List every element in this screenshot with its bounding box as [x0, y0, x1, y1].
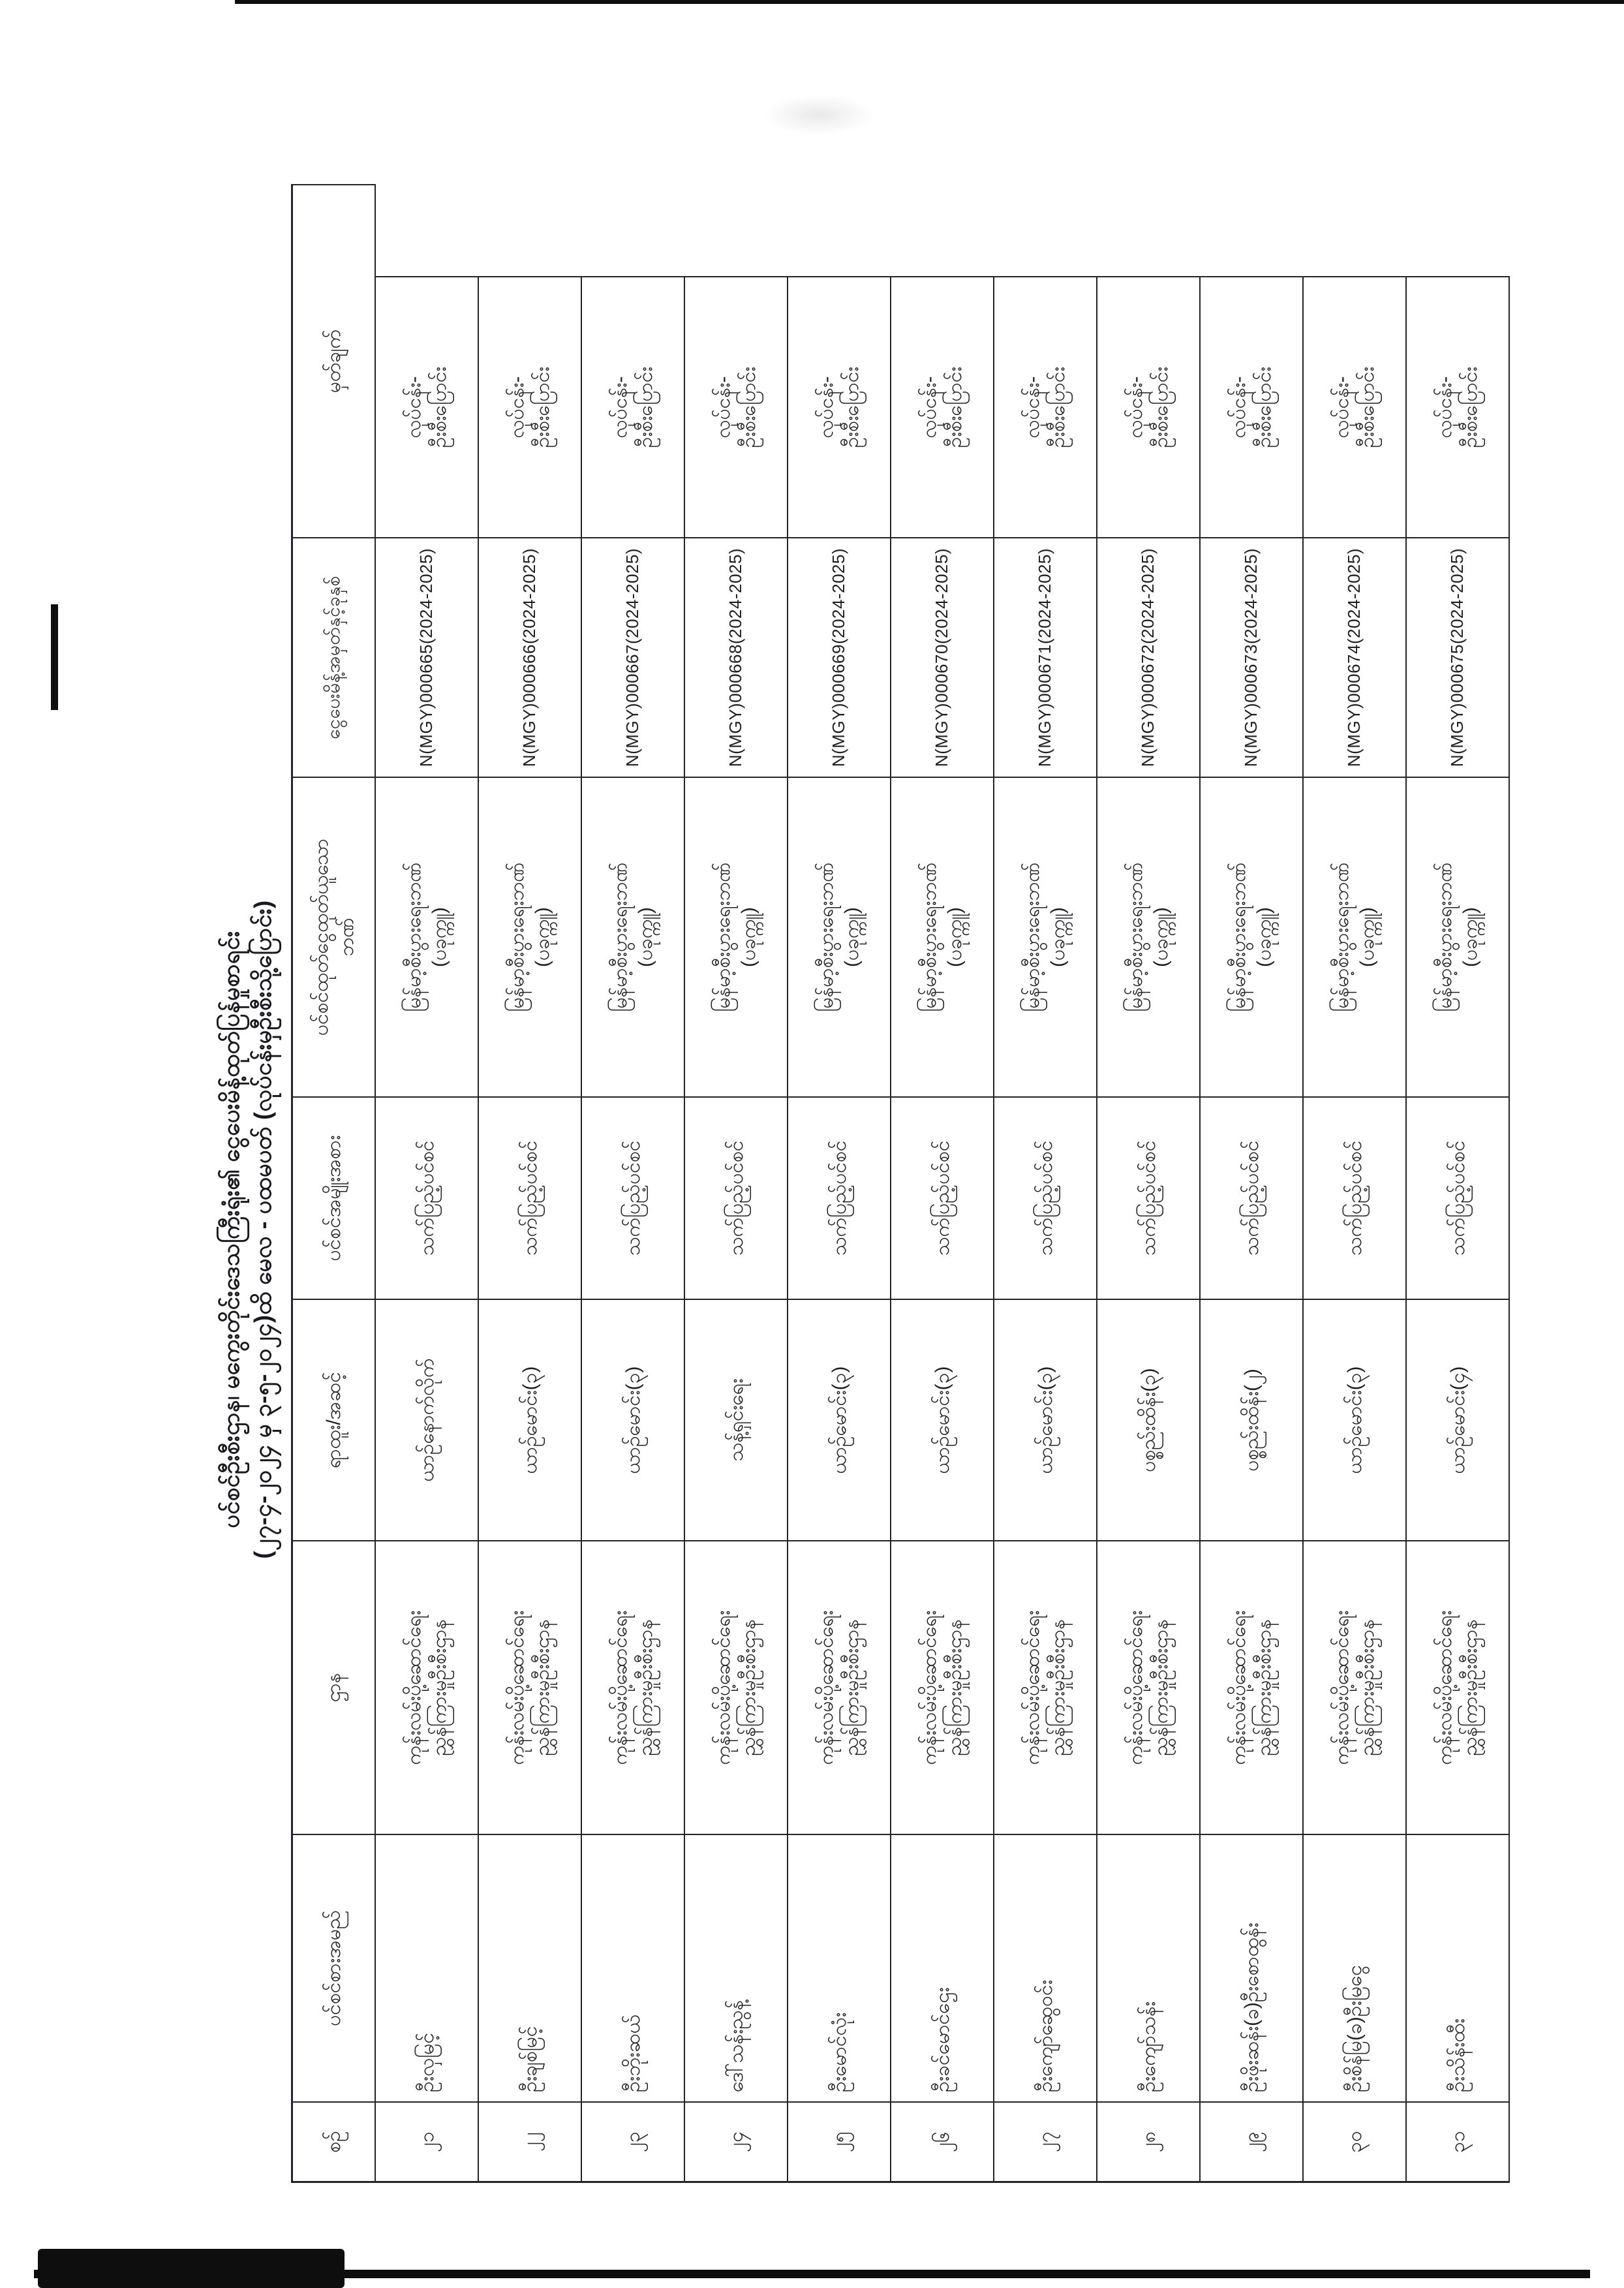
scan-edge-top: [235, 0, 1624, 4]
cell-pensioner-name: ဦးခင်မောင်ဌေး: [891, 1834, 994, 2101]
cell-pensioner-name: ဦးကျော်သန်း: [1097, 1834, 1201, 2101]
cell-position: ယာဉ်မောင်း(၃): [994, 1299, 1097, 1540]
scan-smudge: [763, 95, 874, 135]
cell-bank: မြန်မာ့စီးပွားရေးဘဏ် (ပခုက္ကူ): [1201, 777, 1304, 1096]
header-bank-line2: ဘဏ်: [335, 918, 358, 957]
cell-position: ယာဉ်မောင်း(၄): [1407, 1299, 1510, 1540]
rotated-content: [215, 184, 1510, 2183]
cell-bank: မြန်မာ့စီးပွားရေးဘဏ် (ပခုက္ကူ): [788, 777, 891, 1096]
header-bank: [291, 777, 376, 1096]
cell-pension-type: သက်ပြည့်ပင်စင်: [1304, 1096, 1407, 1299]
cell-department: ကုန်းလမ်းပို့ဆောင်ရေး ညွှန်ကြားမှုဦးစီးဌာန: [376, 1540, 479, 1834]
cell-department: ကုန်းလမ်းပို့ဆောင်ရေး ညွှန်ကြားမှုဦးစီးဌာန: [891, 1540, 994, 1834]
cell-payment-order: N(MGY)000670(2024-2025): [891, 537, 994, 777]
cell-serial: ၂၉: [1201, 2101, 1304, 2183]
header-remark: မှတ်ချက်: [291, 184, 376, 537]
cell-bank: မြန်မာ့စီးပွားရေးဘဏ် (ပခုက္ကူ): [582, 777, 685, 1096]
cell-pensioner-name: ဒေါ်သန်းညွန့်: [685, 1834, 788, 2101]
cell-department: ကုန်းလမ်းပို့ဆောင်ရေး ညွှန်ကြားမှုဦးစီးဌာန: [582, 1540, 685, 1834]
cell-department: ကုန်းလမ်းပို့ဆောင်ရေး ညွှန်ကြားမှုဦးစီးဌာန: [479, 1540, 582, 1834]
cell-department: ကုန်းလမ်းပို့ဆောင်ရေး ညွှန်ကြားမှုဦးစီးဌာန: [994, 1540, 1097, 1834]
cell-department: ကုန်းလမ်းပို့ဆောင်ရေး ညွှန်ကြားမှုဦးစီးဌာန: [1304, 1540, 1407, 1834]
cell-pension-type: သက်ပြည့်ပင်စင်: [1097, 1096, 1201, 1299]
cell-pensioner-name: ဦးစိန်မြ(ခ)ဦးမြငွေ: [1304, 1834, 1407, 2101]
cell-payment-order: N(MGY)000673(2024-2025): [1201, 537, 1304, 777]
cell-bank: မြန်မာ့စီးပွားရေးဘဏ် (ပခုက္ကူ): [376, 777, 479, 1096]
cell-payment-order: N(MGY)000665(2024-2025): [376, 537, 479, 777]
header-serial: စဉ်: [291, 2101, 376, 2183]
table-header-row: [291, 184, 376, 2183]
cell-pension-type: သက်ပြည့်ပင်စင်: [1407, 1096, 1510, 1299]
cell-bank: မြန်မာ့စီးပွားရေးဘဏ် (ပခုက္ကူ): [1097, 777, 1201, 1096]
header-bank-line1: ပင်စင်ထုတ်ငွေထုတ်ယူသော: [310, 838, 332, 1036]
cell-payment-order: N(MGY)000675(2024-2025): [1407, 537, 1510, 777]
cell-remark: လုပ်ငန်း- ဦးစီးပြောင်း: [1201, 276, 1304, 537]
cell-department: ကုန်းလမ်းပို့ဆောင်ရေး ညွှန်ကြားမှုဦးစီးဌာန: [685, 1540, 788, 1834]
cell-remark: လုပ်ငန်း- ဦးစီးပြောင်း: [1407, 276, 1510, 537]
cell-pension-type: သက်ပြည့်ပင်စင်: [685, 1096, 788, 1299]
cell-bank: မြန်မာ့စီးပွားရေးဘဏ် (ပခုက္ကူ): [685, 777, 788, 1096]
cell-remark: လုပ်ငန်း- ဦးစီးပြောင်း: [788, 276, 891, 537]
cell-serial: ၂၃: [582, 2101, 685, 2183]
cell-remark: လုပ်ငန်း- ဦးစီးပြောင်း: [1304, 276, 1407, 537]
cell-bank: မြန်မာ့စီးပွားရေးဘဏ် (ပခုက္ကူ): [891, 777, 994, 1096]
cell-bank: မြန်မာ့စီးပွားရေးဘဏ် (ပခုက္ကူ): [994, 777, 1097, 1096]
table-row: [479, 184, 582, 2183]
cell-position: ယာဉ်မောင်း(၃): [582, 1299, 685, 1540]
scan-edge-bottom-blob: [38, 2249, 345, 2288]
scan-edge-left: [51, 604, 58, 710]
table-row: [376, 184, 479, 2183]
table-row: [994, 184, 1097, 2183]
table-row: [1407, 184, 1510, 2183]
cell-pension-type: သက်ပြည့်ပင်စင်: [994, 1096, 1097, 1299]
cell-position: ပစ္စည်းထိန်း(၃): [1097, 1299, 1201, 1540]
header-payment-order: ငွေပေးမိန့်အမှတ်နှင့်ခုနှစ်: [291, 537, 376, 777]
cell-remark: လုပ်ငန်း- ဦးစီးပြောင်း: [685, 276, 788, 537]
cell-payment-order: N(MGY)000668(2024-2025): [685, 537, 788, 777]
table-row: [1097, 184, 1201, 2183]
cell-payment-order: N(MGY)000666(2024-2025): [479, 537, 582, 777]
title-line-2: (၂၇-၄-၂၀၂၄ မှ ၃-၅-၂၀၂၄)ထိ မေလ - ပထမပတ် (လုပ်ငန်းမှဦးစီးသို့ပြောင်း): [249, 900, 276, 1559]
cell-remark: လုပ်ငန်း- ဦးစီးပြောင်း: [582, 276, 685, 537]
cell-pension-type: သက်ပြည့်ပင်စင်: [788, 1096, 891, 1299]
cell-pension-type: သက်ပြည့်ပင်စင်: [891, 1096, 994, 1299]
cell-pension-type: သက်ပြည့်ပင်စင်: [1201, 1096, 1304, 1299]
cell-remark: လုပ်ငန်း- ဦးစီးပြောင်း: [994, 276, 1097, 537]
header-position: ရာထူး/အဆင့်: [291, 1299, 376, 1540]
table-body: [376, 184, 1510, 2183]
cell-position: ယာဉ်နောက်လိုက်: [376, 1299, 479, 1540]
header-pensioner-name: ပင်စင်စားအမည်: [291, 1834, 376, 2101]
cell-pensioner-name: ဦးမောင်လုံး: [788, 1834, 891, 2101]
cell-payment-order: N(MGY)000674(2024-2025): [1304, 537, 1407, 777]
cell-serial: ၂၇: [994, 2101, 1097, 2183]
header-pension-type: ပင်စင်အမျိုးအစား: [291, 1096, 376, 1299]
cell-payment-order: N(MGY)000671(2024-2025): [994, 537, 1097, 777]
cell-pensioner-name: ဦးလှမြင့်: [376, 1834, 479, 2101]
table-row: [1304, 184, 1407, 2183]
cell-remark: လုပ်ငန်း- ဦးစီးပြောင်း: [891, 276, 994, 537]
table-row: [582, 184, 685, 2183]
table-row: [1201, 184, 1304, 2183]
cell-position: ယာဉ်မောင်း(၃): [891, 1299, 994, 1540]
cell-serial: ၂၈: [1097, 2101, 1201, 2183]
cell-pensioner-name: ဦးကျော်ဆွေဝင်း: [994, 1834, 1097, 2101]
cell-remark: လုပ်ငန်း- ဦးစီးပြောင်း: [376, 276, 479, 537]
table-row: [891, 184, 994, 2183]
cell-serial: ၂၆: [891, 2101, 994, 2183]
cell-remark: လုပ်ငန်း- ဦးစီးပြောင်း: [479, 276, 582, 537]
cell-payment-order: N(MGY)000667(2024-2025): [582, 537, 685, 777]
cell-serial: ၂၁: [376, 2101, 479, 2183]
cell-pension-type: သက်ပြည့်ပင်စင်: [479, 1096, 582, 1299]
title-line-1: ပင်စင်ဦးစီးဌာန၊ မကွေးတိုင်းဒေသကြီးရုံး၏ ငွေပေးမိန့်ထုတ်ပြန်မှုစာရင်း: [217, 931, 244, 1528]
cell-serial: ၂၂: [479, 2101, 582, 2183]
table-row: [788, 184, 891, 2183]
cell-bank: မြန်မာ့စီးပွားရေးဘဏ် (ပခုက္ကူ): [1407, 777, 1510, 1096]
cell-position: ယာဉ်မောင်း(၃): [788, 1299, 891, 1540]
cell-serial: ၂၄: [685, 2101, 788, 2183]
cell-position: သန့်ရှင်းရေး: [685, 1299, 788, 1540]
cell-position: ယာဉ်မောင်း(၃): [479, 1299, 582, 1540]
cell-pension-type: သက်ပြည့်ပင်စင်: [376, 1096, 479, 1299]
cell-remark: လုပ်ငန်း- ဦးစီးပြောင်း: [1097, 276, 1201, 537]
cell-department: ကုန်းလမ်းပို့ဆောင်ရေး ညွှန်ကြားမှုဦးစီးဌာန: [1407, 1540, 1510, 1834]
cell-position: ပစ္စည်းထိန်း(၂): [1201, 1299, 1304, 1540]
cell-pensioner-name: ဦးချစ်မြင့်: [479, 1834, 582, 2101]
pension-table: [291, 184, 1510, 2183]
cell-pensioner-name: ဦးဖိုးဆန်း(ခ)ဦးစောထွန်း: [1201, 1834, 1304, 2101]
cell-serial: ၂၅: [788, 2101, 891, 2183]
header-department: ဌာန: [291, 1540, 376, 1834]
document-title: [215, 276, 279, 2183]
cell-pensioner-name: ဦးသိန်းထီး: [1407, 1834, 1510, 2101]
cell-pensioner-name: ဦးဘိုးဆယ်: [582, 1834, 685, 2101]
cell-department: ကုန်းလမ်းပို့ဆောင်ရေး ညွှန်ကြားမှုဦးစီးဌာန: [1097, 1540, 1201, 1834]
cell-serial: ၃၁: [1407, 2101, 1510, 2183]
cell-payment-order: N(MGY)000669(2024-2025): [788, 537, 891, 777]
cell-department: ကုန်းလမ်းပို့ဆောင်ရေး ညွှန်ကြားမှုဦးစီးဌာန: [1201, 1540, 1304, 1834]
cell-bank: မြန်မာ့စီးပွားရေးဘဏ် (ပခုက္ကူ): [1304, 777, 1407, 1096]
cell-serial: ၃၀: [1304, 2101, 1407, 2183]
cell-bank: မြန်မာ့စီးပွားရေးဘဏ် (ပခုက္ကူ): [479, 777, 582, 1096]
table-row: [685, 184, 788, 2183]
cell-pension-type: သက်ပြည့်ပင်စင်: [582, 1096, 685, 1299]
cell-department: ကုန်းလမ်းပို့ဆောင်ရေး ညွှန်ကြားမှုဦးစီးဌာန: [788, 1540, 891, 1834]
cell-payment-order: N(MGY)000672(2024-2025): [1097, 537, 1201, 777]
cell-position: ယာဉ်မောင်း(၃): [1304, 1299, 1407, 1540]
